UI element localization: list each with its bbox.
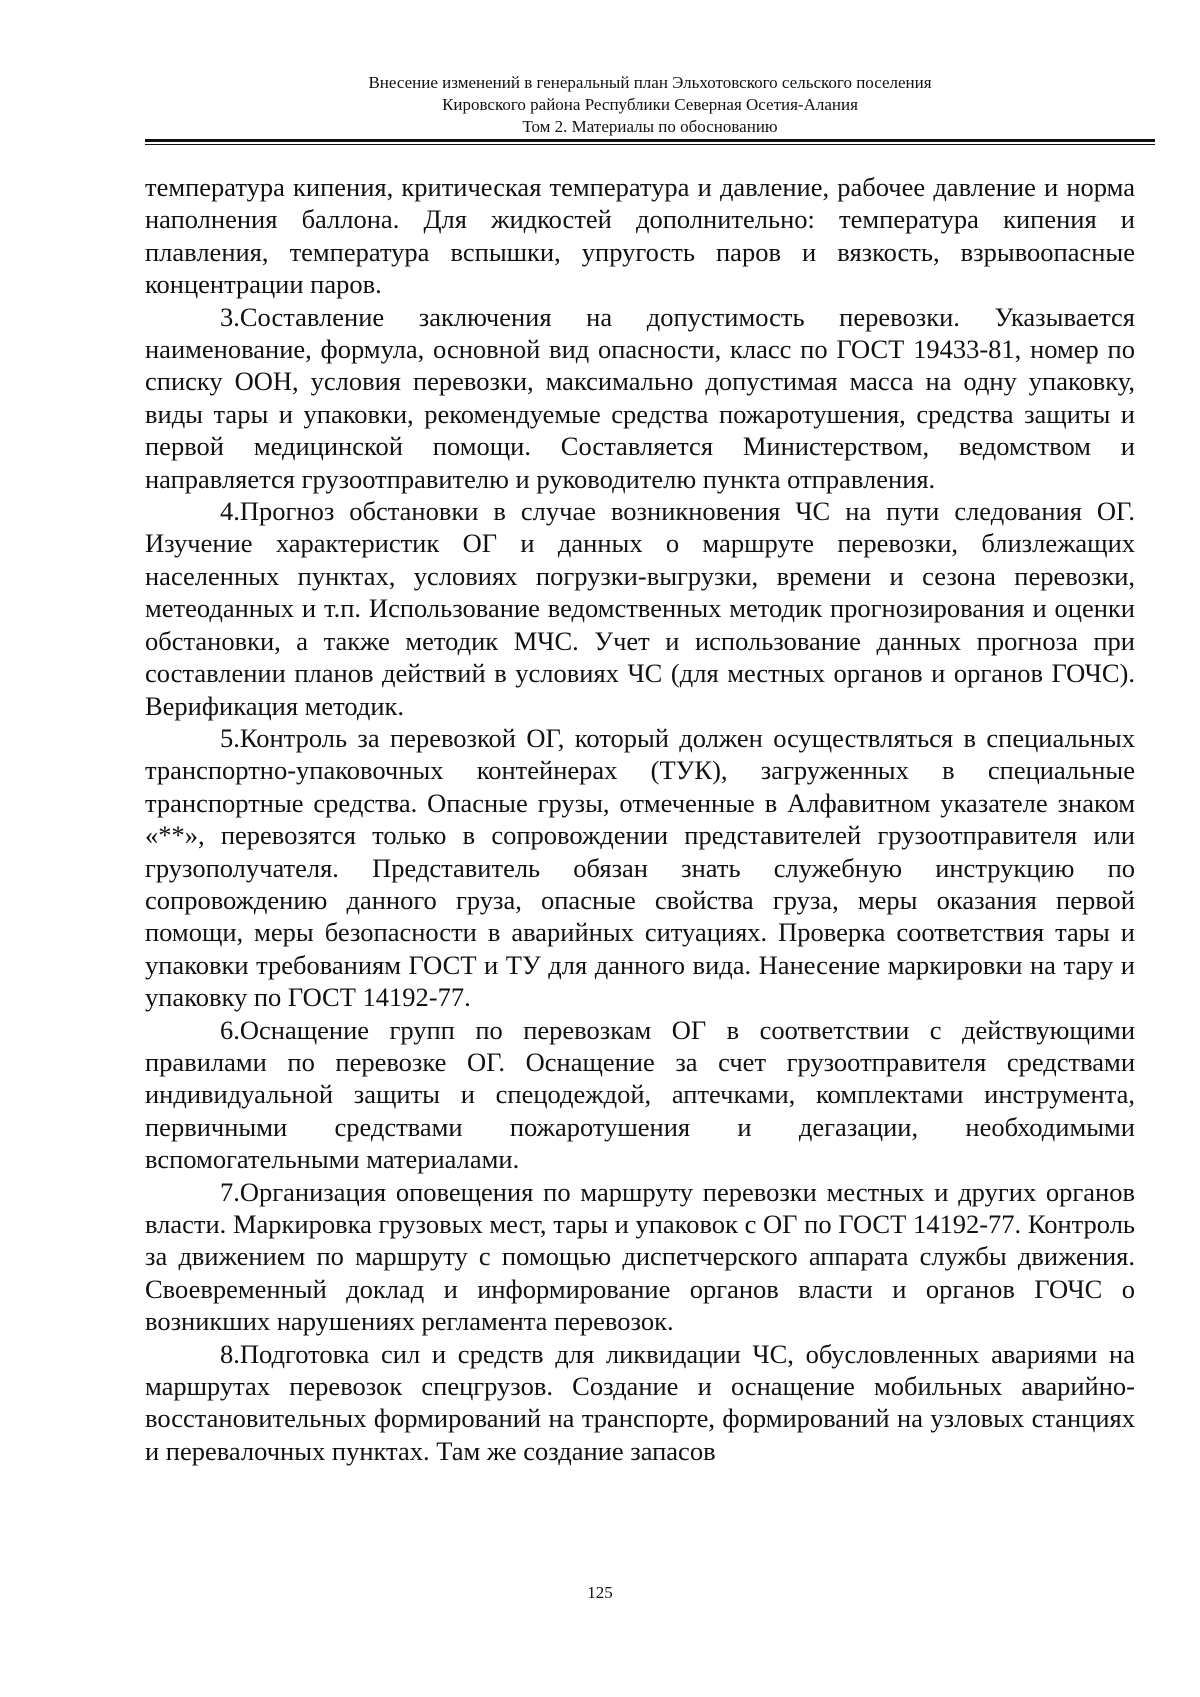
paragraph-continuation: температура кипения, критическая температура и давление, рабочее давление и норма наполнения баллона. Для жидкостей дополнительно: температура кипения и плавления, температура вспышки, упругость паров и вязкость, взрывоопасные концентрации паров. xyxy=(145,172,1135,300)
running-header xyxy=(145,72,1155,138)
paragraph-item-6: 6.Оснащение групп по перевозкам ОГ в соответствии с действующими правилами по перевозке ОГ. Оснащение за счет грузоотправителя средствами индивидуальной защиты и спецодеждой, аптечками, комплектами инструмента, первичными средствами пожаротушения и дегазации, необходимыми вспомогательными материалами. xyxy=(145,1014,1135,1175)
header-divider-thin xyxy=(145,144,1155,145)
paragraph-item-7: 7.Организация оповещения по маршруту перевозки местных и других органов власти. Маркировка грузовых мест, тары и упаковок с ОГ по ГОСТ 14192-77. Контроль за движением по маршруту с помощью диспетчерского аппарата службы движения. Своевременный доклад и информирование органов власти и органов ГОЧС о возникших нарушениях регламента перевозок. xyxy=(145,1176,1135,1337)
paragraph-item-3: 3.Составление заключения на допустимость перевозки. Указывается наименование, формула, основной вид опасности, класс по ГОСТ 19433-81, номер по списку ООН, условия перевозки, максимально допустимая масса на одну упаковку, виды тары и упаковки, рекомендуемые средства пожаротушения, средства защиты и первой медицинской помощи. Составляется Министерством, ведомством и направляется грузоотправителю и руководителю пункта отправления. xyxy=(145,301,1135,494)
page-number: 125 xyxy=(587,1583,613,1602)
paragraph-item-5: 5.Контроль за перевозкой ОГ, который должен осуществляться в специальных транспортно-упаковочных контейнерах (ТУК), загруженных в специальные транспортные средства. Опасные грузы, отмеченные в Алфавитном указателе знаком «**», перевозятся только в сопровождении представителей грузоотправителя или грузополучателя. Представитель обязан знать служебную инструкцию по сопровождению данного груза, опасные свойства груза, меры оказания первой помощи, меры безопасности в аварийных ситуациях. Проверка соответствия тары и упаковки требованиям ГОСТ и ТУ для данного вида. Нанесение маркировки на тару и упаковку по ГОСТ 14192-77. xyxy=(145,722,1135,1013)
header-line-1: Внесение изменений в генеральный план Эльхотовского сельского поселения xyxy=(368,73,932,92)
header-divider-thick xyxy=(145,139,1155,142)
header-line-2: Кировского района Республики Северная Осетия-Алания xyxy=(442,95,858,114)
header-line-3: Том 2. Материалы по обоснованию xyxy=(522,117,778,136)
paragraph-item-8: 8.Подготовка сил и средств для ликвидации ЧС, обусловленных авариями на маршрутах перевозок спецгрузов. Создание и оснащение мобильных аварийно-восстановительных формирований на транспорте, формирований на узловых станциях и перевалочных пунктах. Там же создание запасов xyxy=(145,1338,1135,1466)
header-divider xyxy=(145,139,1155,146)
body-text xyxy=(145,171,1135,1467)
paragraph-item-4: 4.Прогноз обстановки в случае возникновения ЧС на пути следования ОГ. Изучение характеристик ОГ и данных о маршруте перевозки, близлежащих населенных пунктах, условиях погрузки-выгрузки, времени и сезона перевозки, метеоданных и т.п. Использование ведомственных методик прогнозирования и оценки обстановки, а также методик МЧС. Учет и использование данных прогноза при составлении планов действий в условиях ЧС (для местных органов и органов ГОЧС). Верификация методик. xyxy=(145,496,1135,721)
